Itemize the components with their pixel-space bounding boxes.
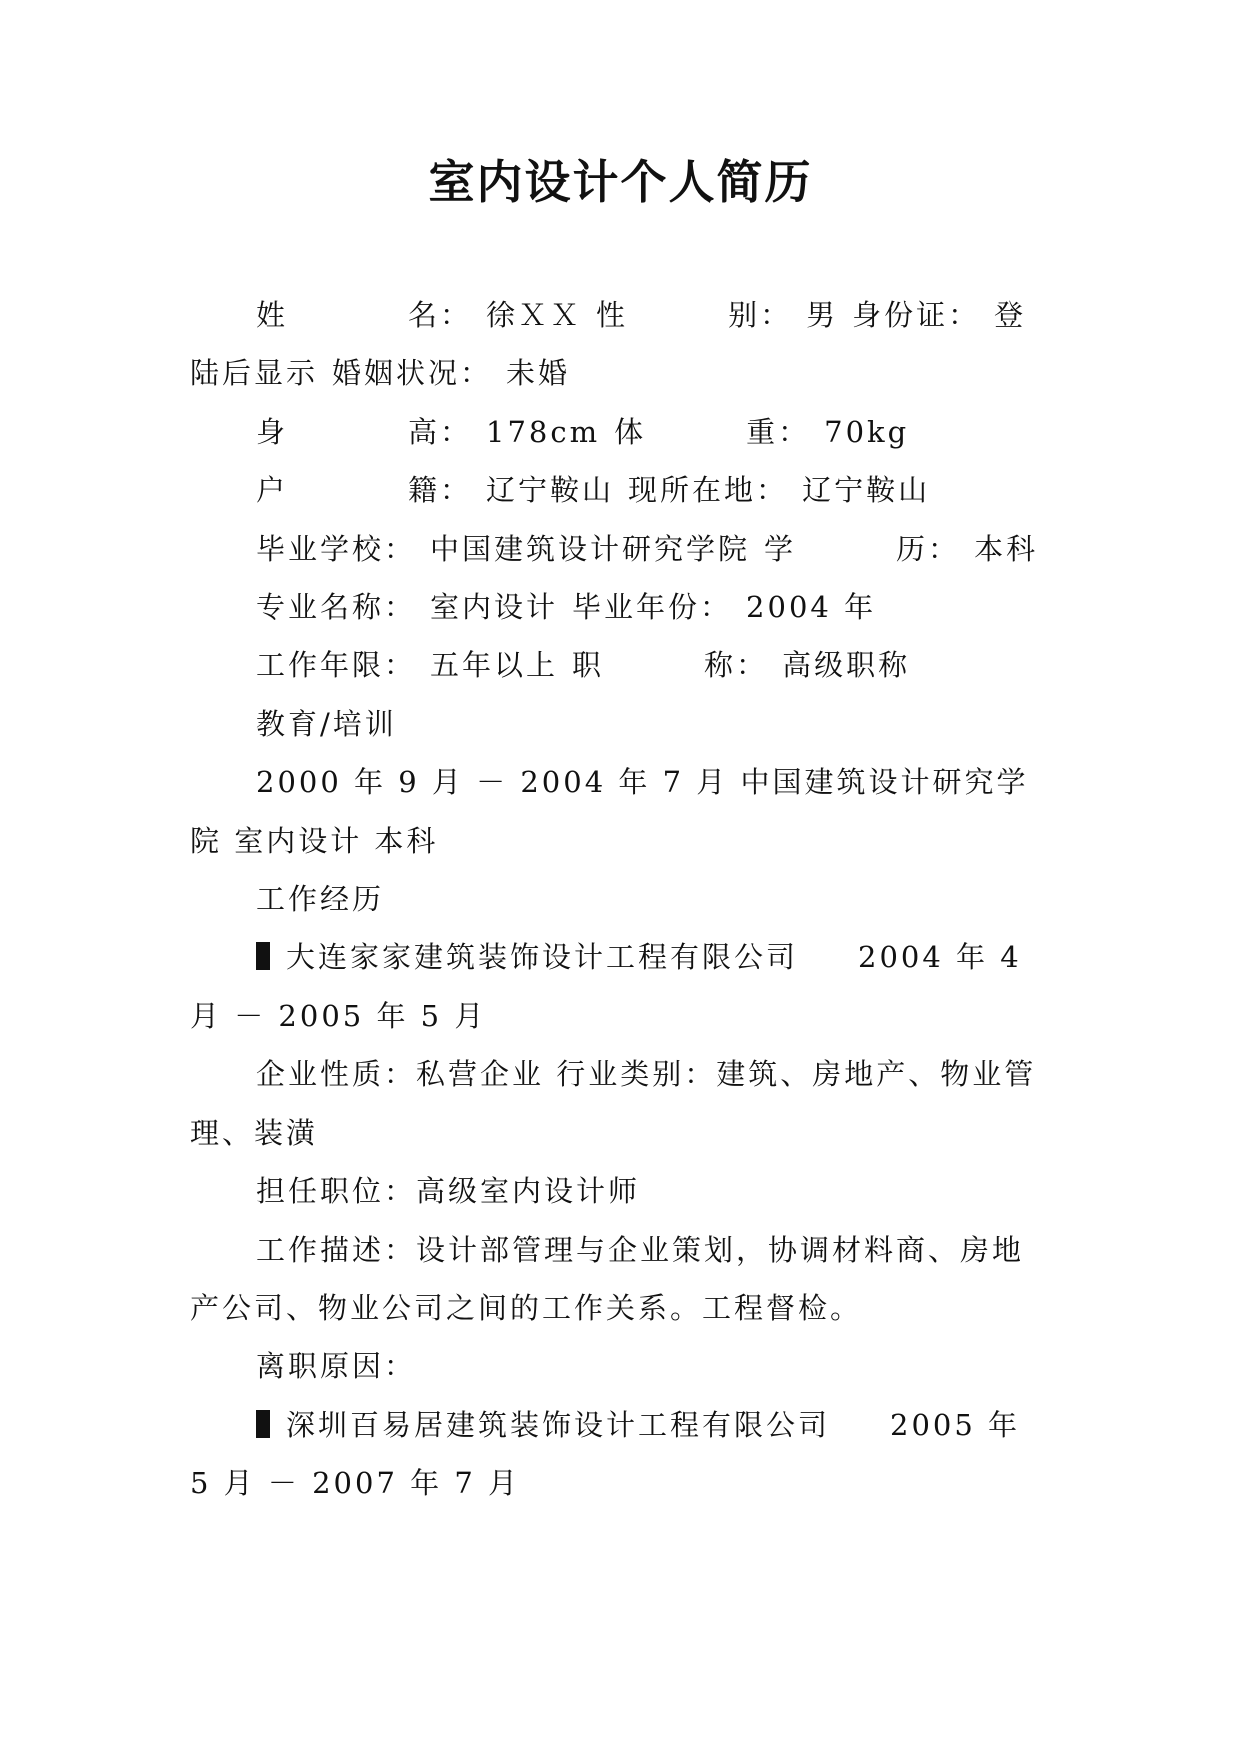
job-1-period: 2004 年 4 月 － 2005 年 5 月 bbox=[190, 940, 1022, 1033]
location-value: 辽宁鞍山 bbox=[802, 473, 931, 508]
gender-label-suffix: 别： bbox=[728, 298, 793, 332]
work-years-value: 五年以上 bbox=[430, 648, 559, 683]
bullet-block-icon bbox=[256, 1410, 270, 1438]
name-gender-id-marital-line bbox=[190, 286, 1050, 403]
hukou-value: 辽宁鞍山 bbox=[486, 473, 615, 508]
title-label-suffix: 称： bbox=[704, 648, 769, 683]
job-1-nature: 企业性质：私营企业 行业类别：建筑、房地产、物业管理、装潢 bbox=[190, 1057, 1037, 1150]
school-label: 毕业学校： bbox=[256, 531, 417, 566]
weight-value: 70kg bbox=[824, 414, 910, 449]
id-label: 身份证： bbox=[852, 298, 981, 332]
job-1-header bbox=[190, 928, 1050, 1045]
name-value: 徐ＸＸ bbox=[486, 298, 583, 332]
name-label: 姓 bbox=[256, 298, 289, 332]
hukou-label-suffix: 籍： bbox=[408, 473, 473, 508]
job-1-description: 工作描述：设计部管理与企业策划，协调材料商、房地产公司、物业公司之间的工作关系。工程督检。 bbox=[190, 1232, 1025, 1325]
education-entry: 2000 年 9 月 － 2004 年 7 月 中国建筑设计研究学院 室内设计 本科 bbox=[190, 765, 1029, 858]
marital-label: 婚姻状况： bbox=[332, 356, 493, 391]
gender-value: 男 bbox=[806, 298, 839, 332]
resume-body bbox=[190, 286, 1050, 1513]
job-2-company: 深圳百易居建筑装饰设计工程有限公司 bbox=[286, 1407, 831, 1442]
weight-label: 体 bbox=[614, 414, 647, 449]
grad-year-label: 毕业年份： bbox=[572, 590, 733, 625]
school-degree-line bbox=[190, 520, 1050, 578]
grad-year-value: 2004 年 bbox=[746, 590, 877, 625]
title-value: 高级职称 bbox=[782, 648, 911, 683]
location-label: 现所在地： bbox=[628, 473, 789, 508]
work-years-label: 工作年限： bbox=[256, 648, 417, 683]
id-value: 登陆后显示 bbox=[190, 298, 1027, 391]
page-title: 室内设计个人简历 bbox=[428, 155, 813, 209]
major-value: 室内设计 bbox=[430, 590, 559, 625]
height-weight-line bbox=[190, 403, 1050, 461]
bullet-block-icon bbox=[256, 942, 270, 970]
degree-label-suffix: 历： bbox=[896, 531, 961, 566]
height-label-suffix: 高： bbox=[408, 414, 473, 449]
name-label-suffix: 名： bbox=[408, 298, 473, 332]
weight-label-suffix: 重： bbox=[746, 414, 811, 449]
hukou-location-line bbox=[190, 461, 1050, 519]
major-gradyear-line bbox=[190, 578, 1050, 636]
title-label: 职 bbox=[572, 648, 605, 683]
workyears-title-line bbox=[190, 636, 1050, 694]
hukou-label: 户 bbox=[256, 473, 289, 508]
degree-value: 本科 bbox=[974, 531, 1039, 566]
job-2-period: 2005 年 5 月 － 2007 年 7 月 bbox=[190, 1407, 1021, 1501]
school-value: 中国建筑设计研究学院 bbox=[430, 531, 751, 566]
job-1-position: 担任职位：高级室内设计师 bbox=[256, 1174, 641, 1209]
job-2-header bbox=[190, 1396, 1050, 1513]
marital-value: 未婚 bbox=[506, 356, 571, 391]
gender-label: 性 bbox=[596, 298, 629, 332]
height-value: 178cm bbox=[486, 414, 601, 449]
education-heading: 教育/培训 bbox=[256, 706, 397, 741]
job-1-company: 大连家家建筑装饰设计工程有限公司 bbox=[286, 940, 799, 975]
job-1-reason: 离职原因： bbox=[256, 1349, 417, 1384]
work-heading: 工作经历 bbox=[256, 882, 385, 917]
height-label: 身 bbox=[256, 414, 289, 449]
degree-label: 学 bbox=[764, 531, 797, 566]
major-label: 专业名称： bbox=[256, 590, 417, 625]
